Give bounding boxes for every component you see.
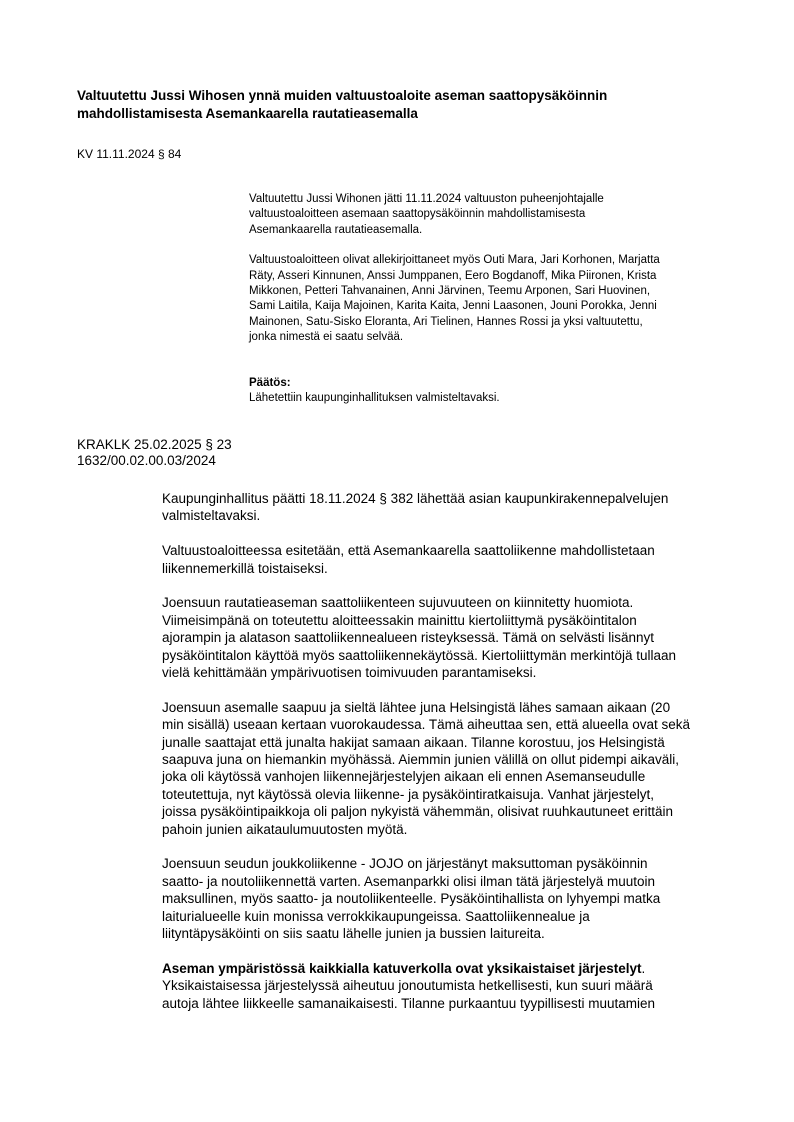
committee-meeting-reference: KRAKLK 25.02.2025 § 23 1632/00.02.00.03/2024	[77, 437, 232, 468]
council-meeting-reference: KV 11.11.2024 § 84	[77, 147, 182, 161]
council-paragraph-signatories: Valtuustoaloitteen olivat allekirjoittaneet myös Outi Mara, Jari Korhonen, Marjatta Räty, Asseri Kinnunen, Anssi Jumppanen, Eero Bogdanoff, Mika Piironen, Krista Mikkonen, Petteri Tahvanainen, Anni Järvinen, Teemu Arponen, Sari Huovinen, Sami Laitila, Kaija Majoinen, Karita Kaita, Jenni Laasonen, Jouni Porokka, Jenni Mainonen, Satu-Sisko Eloranta, Ari Tielinen, Hannes Rossi ja yksi valtuutettu, jonka nimestä ei saatu selvää.	[249, 254, 660, 344]
body-paragraph-2: Valtuustoaloitteessa esitetään, että Asemankaarella saattoliikenne mahdollistetaan liikennemerkillä toistaiseksi.	[162, 543, 655, 576]
body-paragraph-6-heading: Aseman ympäristössä kaikkialla katuverkolla ovat yksikaistaiset järjestelyt	[162, 960, 642, 976]
body-paragraph-6	[162, 960, 752, 1012]
body-paragraph-6-period: .	[641, 960, 646, 976]
council-section	[249, 192, 729, 422]
decision-label: Päätös:	[249, 377, 291, 390]
council-decision	[249, 361, 729, 407]
committee-section	[162, 490, 752, 1030]
body-paragraph-3: Joensuun rautatieaseman saattoliikenteen sujuvuuteen on kiinnitetty huomiota. Viimeisimpänä on toteutettu aloitteessakin mainittu kiertoliittymä pysäköintitalon ajorampin ja alatason saattoliikennealueen risteyksessä. Tämä on selvästi lisännyt pysäköintitalon käyttöä myös saattoliikennekäytössä. Kiertoliittymän merkintöjä tullaan vielä kehittämään ympärivuotisen toimivuuden parantamiseksi.	[162, 595, 677, 681]
body-paragraph-6-text: Yksikaistaisessa järjestelyssä aiheutuu jonoutumista hetkellisesti, kun suuri määrä autoja lähtee liikkeelle samanaikaisesti. Tilanne purkaantuu tyypillisesti muutamien	[162, 978, 656, 1011]
council-paragraph-initiative: Valtuutettu Jussi Wihonen jätti 11.11.2024 valtuuston puheenjohtajalle valtuustoaloitteen asemaan saattopysäköinnin mahdollistamisesta Asemankaarella rautatieasemalla.	[249, 193, 604, 236]
body-paragraph-1: Kaupunginhallitus päätti 18.11.2024 § 382 lähettää asian kaupunkirakennepalvelujen valmisteltavaksi.	[162, 491, 669, 524]
document-title: Valtuutettu Jussi Wihosen ynnä muiden valtuustoaloite aseman saattopysäköinnin mahdollistamisesta Asemankaarella rautatieasemalla	[77, 88, 608, 121]
body-paragraph-4: Joensuun asemalle saapuu ja sieltä lähtee juna Helsingistä lähes samaan aikaan (20 min sisällä) useaan kertaan vuorokaudessa. Tämä aiheuttaa sen, että alueella ovat sekä junalle saattajat että junalta hakijat samaan aikaan. Tilanne korostuu, jos Helsingistä saapuva juna on hiemankin myöhässä. Aiemmin junien välillä on ollut pidempi aikaväli, joka oli käytössä vanhojen liikennejärjestelyjen aikaan eli ennen Asemanseudulle toteutettuja, nyt käytössä olevia liikenne- ja pysäköintiratkaisuja. Vanhat järjestelyt, joissa pysäköintipaikkoja oli paljon nykyistä vähemmän, olisivat ruuhkautuneet erittäin pahoin junien aikataulumuutosten myötä.	[162, 699, 691, 837]
body-paragraph-5: Joensuun seudun joukkoliikenne - JOJO on järjestänyt maksuttoman pysäköinnin saatto- ja noutoliikennettä varten. Asemanparkki olisi ilman tätä järjestelyä muutoin maksullinen, myös saatto- ja noutoliikenteelle. Pysäköintihallista on lyhyempi matka laiturialueelle kuin monissa verrokkikaupungeissa. Saattoliikennealue ja liityntäpysäköinti on siis saatu lähelle junien ja bussien laitureita.	[162, 856, 661, 942]
decision-text: Lähetettiin kaupunginhallituksen valmisteltavaksi.	[249, 392, 500, 405]
